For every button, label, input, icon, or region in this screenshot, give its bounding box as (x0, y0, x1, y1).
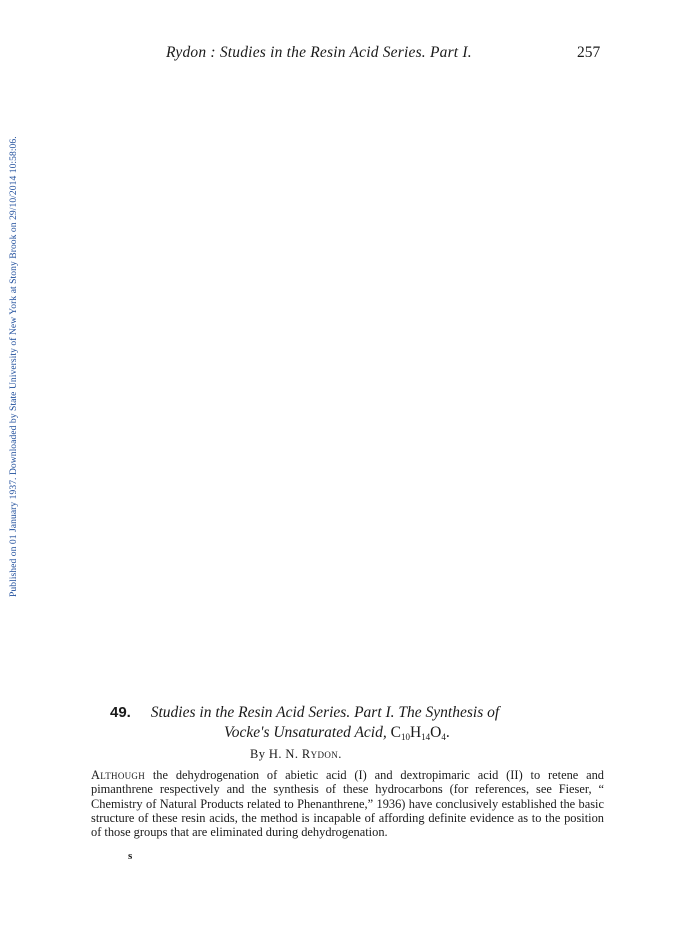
author-name: H. N. Rydon. (268, 747, 342, 761)
lead-word: Although (91, 768, 146, 782)
signature-mark: s (128, 850, 133, 862)
title-text-1: Studies in the Resin Acid Series. Part I. The Synthesis of (150, 704, 500, 721)
title-text-2: Vocke's Unsaturated Acid, (224, 724, 387, 741)
running-head: Rydon : Studies in the Resin Acid Series. Part I. (166, 44, 472, 61)
title-line-1 (110, 704, 499, 722)
chemical-formula: $C_{10}H_{14}O_4$. (390, 724, 450, 742)
byline-prefix: By (250, 747, 266, 761)
author-byline (250, 747, 342, 762)
download-notice[interactable]: Published on 01 January 1937. Downloaded by State University of New York at Stony Brook on 29/10/2014 10:58:06. (8, 136, 19, 597)
page-number: 257 (577, 44, 601, 61)
title-line-2 (224, 724, 450, 742)
article-number: 49. (110, 704, 131, 721)
body-paragraph (91, 768, 604, 839)
paragraph-text: the dehydrogenation of abietic acid (I) and dextropimaric acid (II) to retene and pimanthrene respectively and the synthesis of these hydrocarbons (for references, see Fieser, “ Chemistry of Natural Products related to Phenanthrene,” 1936) have conclusively established the basic structure of these resin acids, the method is incapable of affording definite evidence as to the position of those groups that are eliminated during dehydrogenation. (91, 768, 604, 840)
